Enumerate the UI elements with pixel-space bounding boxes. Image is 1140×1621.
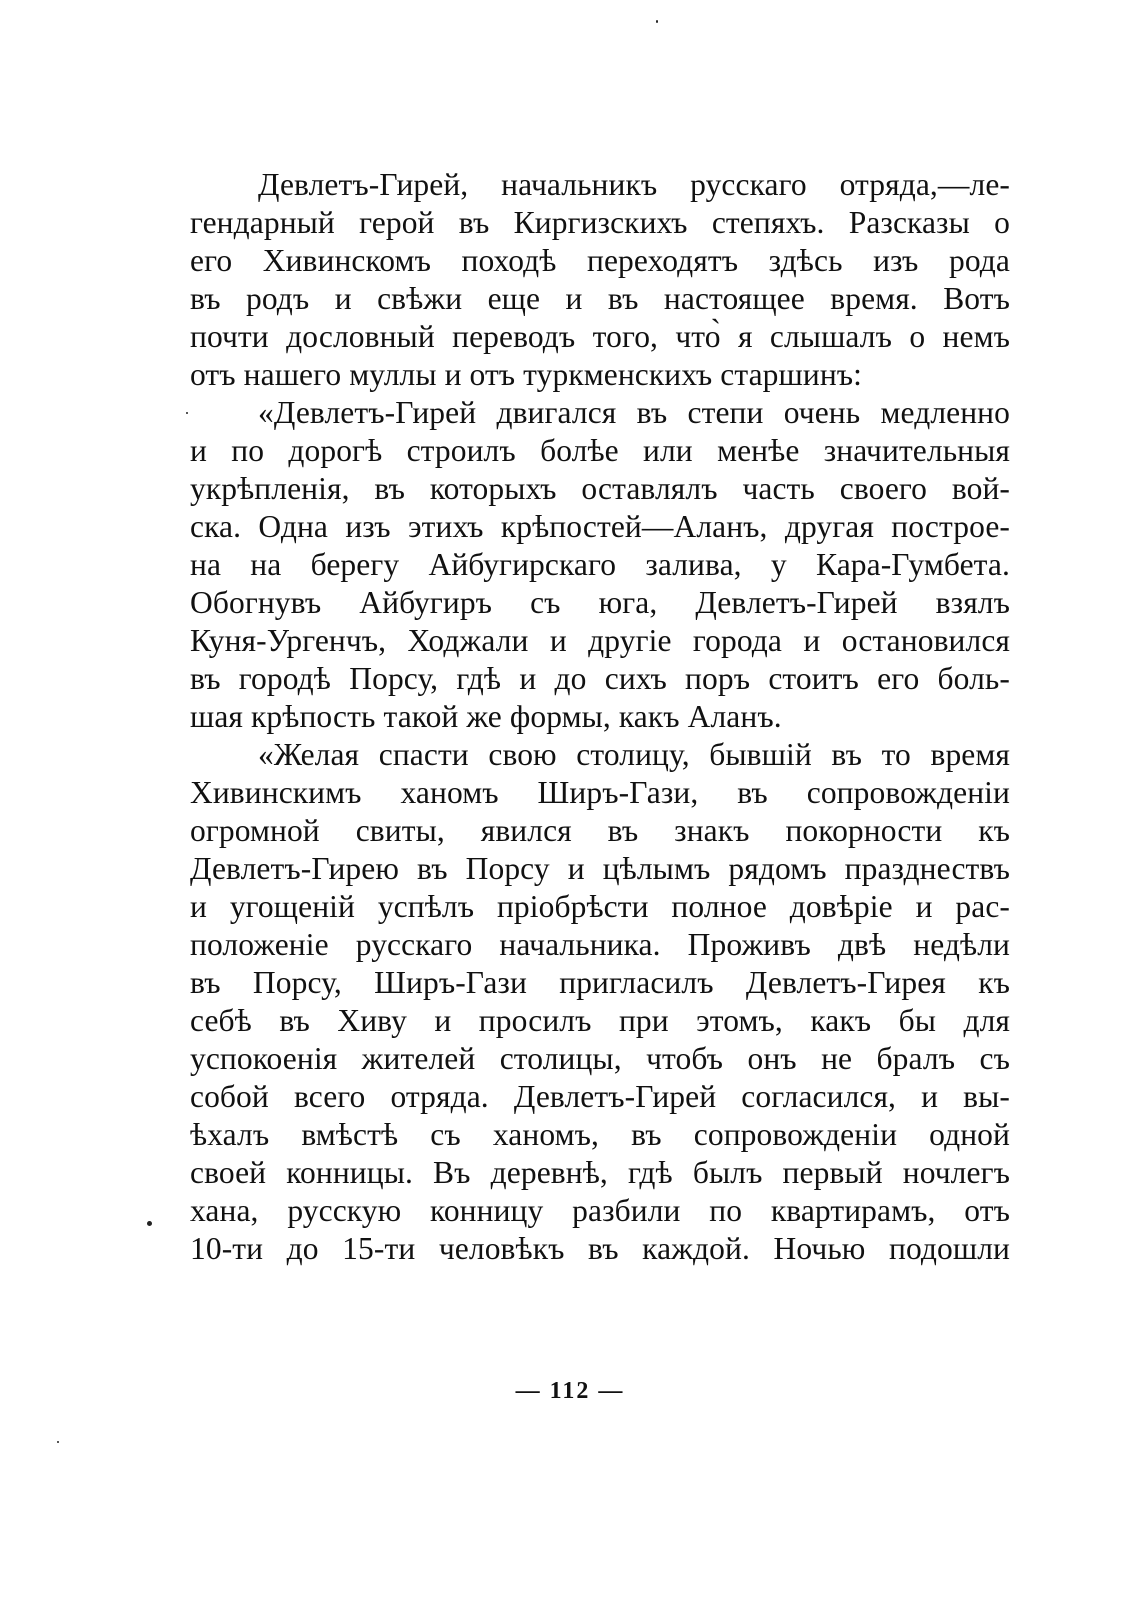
page-number: — 112 —	[515, 1378, 625, 1404]
text-line: Девлетъ-Гирею въ Порсу и цѣлымъ рядомъ празднествъ	[190, 851, 1010, 886]
text-line: хана, русскую конницу разбили по квартирамъ, отъ	[190, 1193, 1010, 1228]
text-line: ѣхалъ вмѣстѣ съ ханомъ, въ сопровожденіи одной	[190, 1117, 1010, 1152]
text-line: въ Порсу, Ширъ-Гази пригласилъ Девлетъ-Гирея къ	[190, 965, 1010, 1000]
text-line: Обогнувъ Айбугиръ съ юга, Девлетъ-Гирей взялъ	[190, 585, 1010, 620]
text-line: шая крѣпость такой же формы, какъ Аланъ.	[190, 699, 782, 734]
text-line: Хивинскимъ ханомъ Ширъ-Гази, въ сопровожденіи	[190, 775, 1010, 810]
text-line: ска. Одна изъ этихъ крѣпостей—Аланъ, другая построе-	[190, 509, 1010, 544]
ink-speck	[147, 1221, 152, 1226]
text-line: успокоенія жителей столицы, чтобъ онъ не бралъ съ	[190, 1041, 1010, 1076]
ink-speck	[656, 20, 658, 23]
text-line: «Желая спасти свою столицу, бывшій въ то время	[258, 737, 1010, 772]
text-line: своей конницы. Въ деревнѣ, гдѣ былъ первый ночлегъ	[190, 1155, 1010, 1190]
text-line: «Девлетъ-Гирей двигался въ степи очень медленно	[258, 395, 1010, 430]
text-line: укрѣпленія, въ которыхъ оставлялъ часть своего вой-	[190, 471, 1010, 506]
text-line: его Хивинскомъ походѣ переходятъ здѣсь изъ рода	[190, 243, 1010, 278]
text-line: и по дорогѣ строилъ болѣе или менѣе значительныя	[190, 433, 1010, 468]
text-line: себѣ въ Хиву и просилъ при этомъ, какъ бы для	[190, 1003, 1010, 1038]
text-line: на на берегу Айбугирскаго залива, у Кара-Гумбета.	[190, 547, 1010, 582]
ink-speck	[57, 1441, 59, 1443]
text-line: въ городѣ Порсу, гдѣ и до сихъ поръ стоитъ его боль-	[190, 661, 1010, 696]
text-line: 10-ти до 15-ти человѣкъ въ каждой. Ночью подошли	[190, 1231, 1010, 1266]
body-text	[190, 166, 1010, 1268]
text-line: въ родъ и свѣжи еще и въ настоящее время. Вотъ	[190, 281, 1010, 316]
ink-speck	[186, 412, 188, 414]
text-line: гендарный герой въ Киргизскихъ степяхъ. Разсказы о	[190, 205, 1010, 240]
text-line: огромной свиты, явился въ знакъ покорности къ	[190, 813, 1010, 848]
text-line: и угощеній успѣлъ пріобрѣсти полное довѣріе и рас-	[190, 889, 1010, 924]
text-line: собой всего отряда. Девлетъ-Гирей согласился, и вы-	[190, 1079, 1010, 1114]
text-line: Девлетъ-Гирей, начальникъ русскаго отряда,—ле-	[258, 167, 1010, 202]
text-line: Куня-Ургенчъ, Ходжали и другіе города и остановился	[190, 623, 1010, 658]
text-line: отъ нашего муллы и отъ туркменскихъ старшинъ:	[190, 357, 863, 392]
text-line: почти дословный переводъ того, что̀ я слышалъ о немъ	[190, 319, 1010, 354]
text-line: положеніе русскаго начальника. Проживъ двѣ недѣли	[190, 927, 1010, 962]
